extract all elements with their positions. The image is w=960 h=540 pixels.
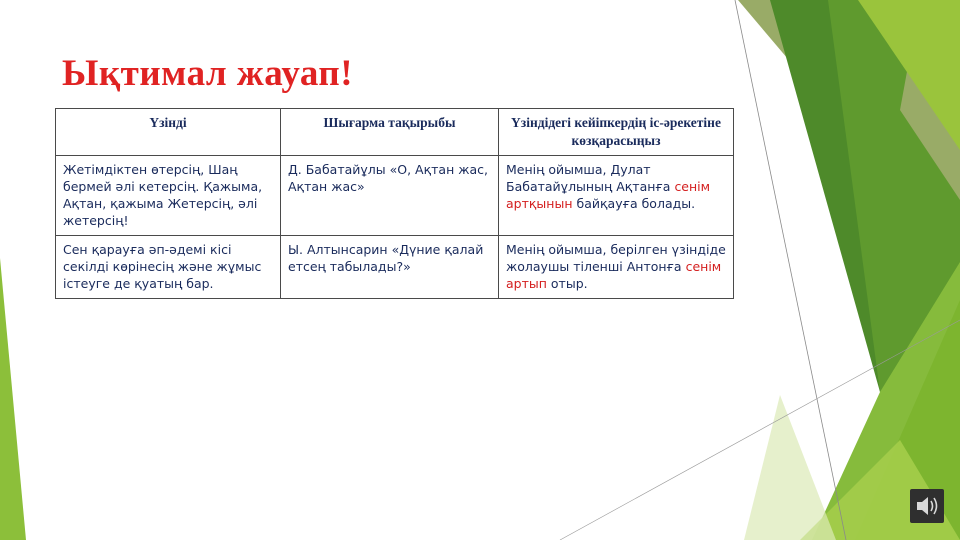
work-cell: Д. Бабатайұлы «О, Ақтан жас, Ақтан жас» (281, 156, 499, 236)
answer-table (55, 108, 734, 299)
opinion-cell (499, 236, 734, 299)
header-opinion: Үзіндідегі кейіпкердің іс-әрекетіне көзқарасыңыз (499, 109, 734, 156)
pale-green-triangle (744, 395, 836, 540)
speaker-icon (910, 489, 944, 523)
table-row (56, 236, 734, 299)
opinion-text: Менің ойымша, Дулат Бабатайұлының Ақтанға (506, 162, 675, 194)
opinion-text: Менің ойымша, берілген үзіндіде жолаушы тіленші Антонға (506, 242, 726, 274)
excerpt-cell: Жетімдіктен өтерсің, Шаң бермей әлі кетерсің. Қажыма, Ақтан, қажыма Жетерсің, әлі жетерсің! (56, 156, 281, 236)
slide-title: Ықтимал жауап! (62, 53, 354, 94)
header-excerpt: Үзінді (56, 109, 281, 156)
table-header-row (56, 109, 734, 156)
audio-button[interactable] (910, 489, 944, 523)
opinion-text-end: отыр. (546, 276, 588, 291)
opinion-highlight: сенім артып (506, 259, 722, 291)
opinion-text-end: байқауға болады. (572, 196, 696, 211)
work-cell: Ы. Алтынсарин «Дүние қалай етсең табылады?» (281, 236, 499, 299)
excerpt-cell: Сен қарауға әп-әдемі кісі секілді көрінесің және жұмыс істеуге де қуатың бар. (56, 236, 281, 299)
table-row (56, 156, 734, 236)
header-work-title: Шығарма тақырыбы (281, 109, 499, 156)
left-green-wedge (0, 258, 26, 540)
opinion-highlight: сенім артқынын (506, 179, 711, 211)
opinion-cell (499, 156, 734, 236)
